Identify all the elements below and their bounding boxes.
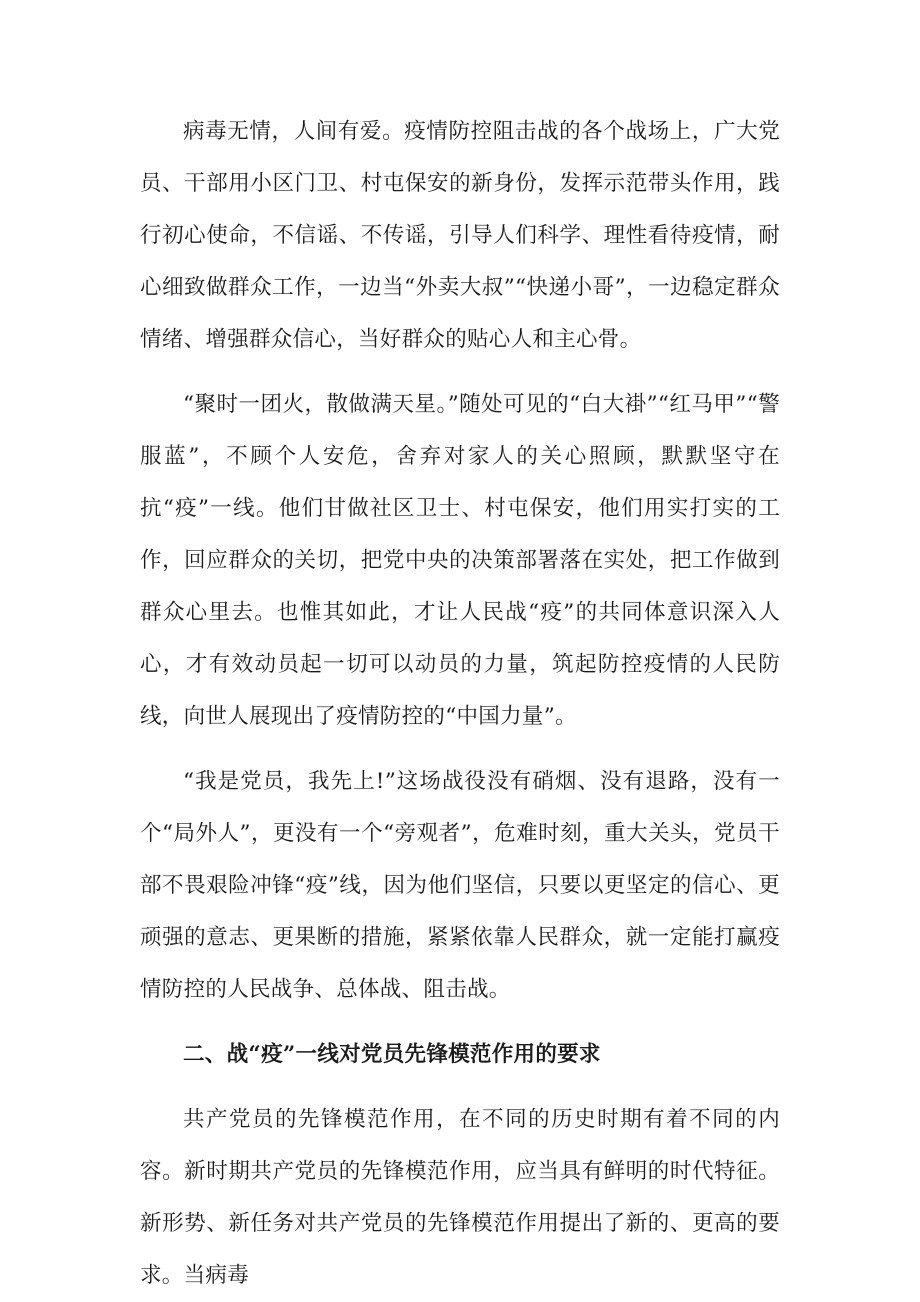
paragraph-gap [140, 366, 780, 379]
paragraph-gap [140, 1016, 780, 1029]
paragraph-3: “我是党员，我先上!”这场战役没有硝烟、没有退路，没有一个“局外人”，更没有一个“旁观者”，危难时刻，重大关头，党员干部不畏艰险冲锋“疫”线，因为他们坚信，只要以更坚定的信心、更顽强的意志、更果断的措施，紧紧依靠人民群众，就一定能打赢疫情防控的人民战争、总体战、阻击战。 [140, 769, 780, 1002]
document-page [140, 106, 780, 1302]
paragraph-2: “聚时一团火，散做满天星。”随处可见的“白大褂”“红马甲”“警服蓝”，不顾个人安危，舍弃对家人的关心照顾，默默坚守在抗“疫”一线。他们甘做社区卫士、村屯保安，他们用实打实的工作，回应群众的关切，把党中央的决策部署落在实处，把工作做到群众心里去。也惟其如此，才让人民战“疫”的共同体意识深入人心，才有效动员起一切可以动员的力量，筑起防控疫情的人民防线，向世人展现出了疫情防控的“中国力量”。 [140, 392, 780, 729]
paragraph-4: 共产党员的先锋模范作用，在不同的历史时期有着不同的内容。新时期共产党员的先锋模范作用，应当具有鲜明的时代特征。新形势、新任务对共产党员的先锋模范作用提出了新的、更高的要求。当病毒 [140, 1107, 780, 1288]
paragraph-1: 病毒无情，人间有爱。疫情防控阻击战的各个战场上，广大党员、干部用小区门卫、村屯保安的新身份，发挥示范带头作用，践行初心使命，不信谣、不传谣，引导人们科学、理性看待疫情，耐心细致做群众工作，一边当“外卖大叔”“快递小哥”，一边稳定群众情绪、增强群众信心，当好群众的贴心人和主心骨。 [140, 119, 780, 352]
paragraph-gap [140, 743, 780, 756]
paragraph-gap [140, 1081, 780, 1094]
section-heading: 二、战“疫”一线对党员先锋模范作用的要求 [183, 1042, 601, 1067]
